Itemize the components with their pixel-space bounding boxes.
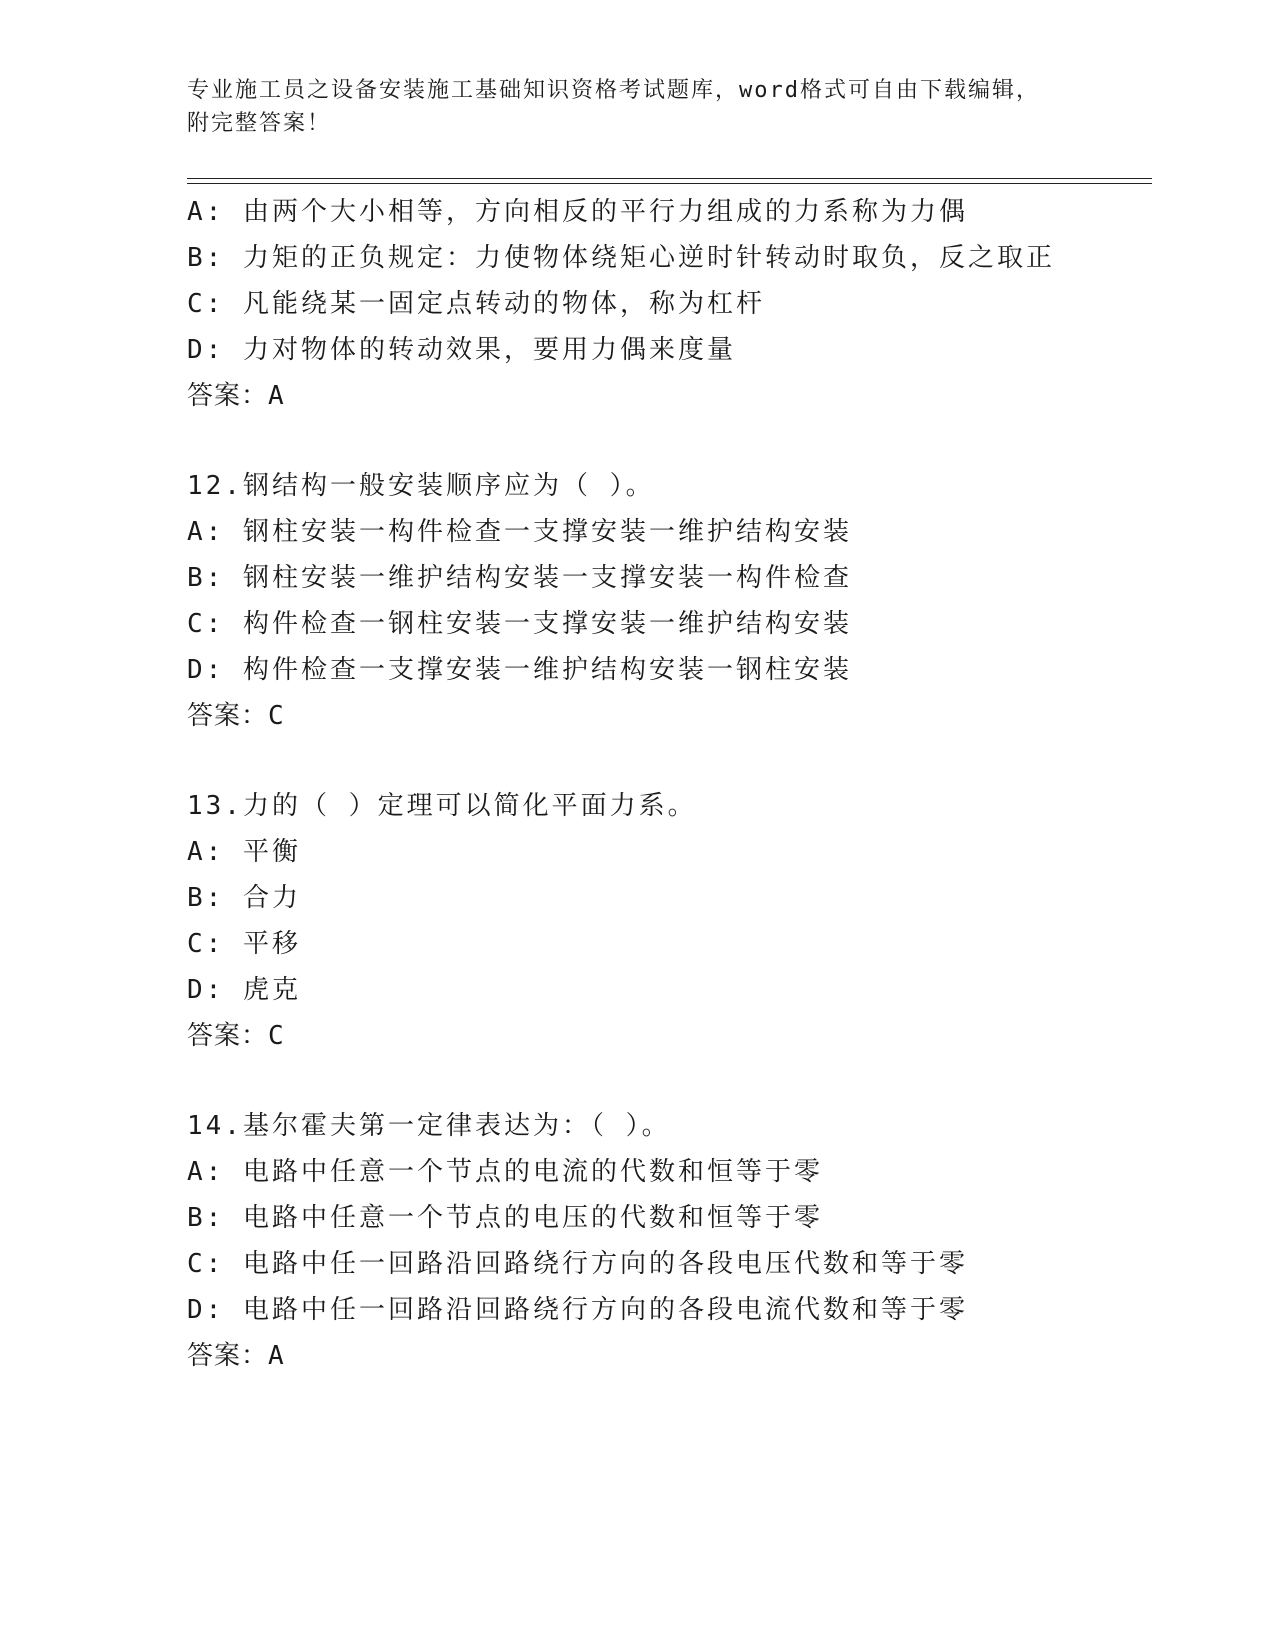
- spacer: [187, 739, 1147, 783]
- option-d: D: 电路中任一回路沿回路绕行方向的各段电流代数和等于零: [187, 1295, 968, 1325]
- option-d: D: 构件检查一支撑安装一维护结构安装一钢柱安装: [187, 655, 852, 685]
- header-title-line2: 附完整答案！: [187, 111, 332, 136]
- question-14: [187, 1103, 1147, 1379]
- answer-value: A: [268, 1341, 287, 1371]
- spacer: [187, 1059, 1147, 1103]
- answer-label: 答案：: [187, 381, 269, 411]
- answer-value: A: [268, 381, 287, 411]
- option-a: A: 电路中任意一个节点的电流的代数和恒等于零: [187, 1157, 823, 1187]
- header-divider-top: [187, 178, 1152, 179]
- answer-label: 答案：: [187, 1341, 269, 1371]
- answer-value: C: [268, 701, 287, 731]
- option-a: A: 钢柱安装一构件检查一支撑安装一维护结构安装: [187, 517, 852, 547]
- option-c: C: 凡能绕某一固定点转动的物体，称为杠杆: [187, 289, 765, 319]
- question-list: [187, 189, 1147, 1379]
- option-d: D: 力对物体的转动效果，要用力偶来度量: [187, 335, 736, 365]
- option-b: B: 钢柱安装一维护结构安装一支撑安装一构件检查: [187, 563, 852, 593]
- question-12: [187, 463, 1147, 739]
- option-b: B: 力矩的正负规定：力使物体绕矩心逆时针转动时取负，反之取正: [187, 243, 1055, 273]
- header-title-line1: 专业施工员之设备安装施工基础知识资格考试题库，word格式可自由下载编辑，: [187, 78, 1040, 103]
- answer-label: 答案：: [187, 1021, 269, 1051]
- answer-value: C: [268, 1021, 287, 1051]
- question-13: [187, 783, 1147, 1059]
- option-b: B: 电路中任意一个节点的电压的代数和恒等于零: [187, 1203, 823, 1233]
- answer-row: [187, 1333, 1147, 1379]
- answer-label: 答案：: [187, 701, 269, 731]
- question-11: [187, 189, 1147, 419]
- option-c: C: 构件检查一钢柱安装一支撑安装一维护结构安装: [187, 609, 852, 639]
- option-d: D: 虎克: [187, 975, 301, 1005]
- spacer: [187, 419, 1147, 463]
- question-stem: 13.力的（ ）定理可以简化平面力系。: [187, 791, 697, 821]
- question-stem: 14.基尔霍夫第一定律表达为：（ ）。: [187, 1111, 671, 1141]
- option-b: B: 合力: [187, 883, 301, 913]
- option-c: C: 平移: [187, 929, 301, 959]
- answer-row: [187, 373, 1147, 419]
- option-a: A: 平衡: [187, 837, 301, 867]
- answer-row: [187, 1013, 1147, 1059]
- question-stem: 12.钢结构一般安装顺序应为（ ）。: [187, 471, 655, 501]
- header-divider-bottom: [187, 183, 1152, 184]
- answer-row: [187, 693, 1147, 739]
- document-header: [187, 74, 1087, 140]
- option-c: C: 电路中任一回路沿回路绕行方向的各段电压代数和等于零: [187, 1249, 968, 1279]
- option-a: A: 由两个大小相等，方向相反的平行力组成的力系称为力偶: [187, 197, 968, 227]
